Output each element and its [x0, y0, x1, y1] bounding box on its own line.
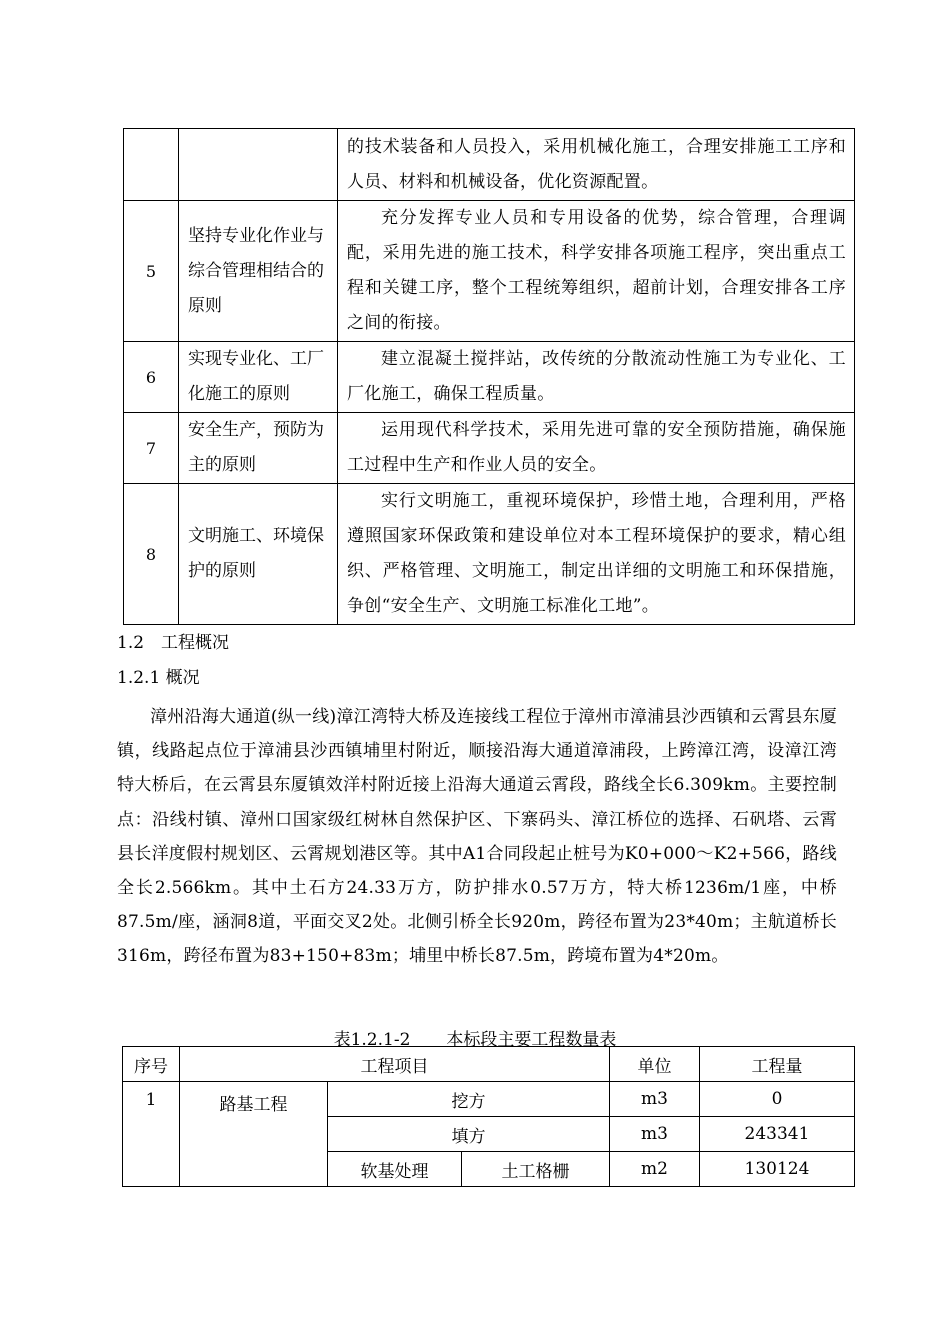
header-unit: 单位: [610, 1047, 700, 1082]
principles-table: [123, 128, 855, 625]
subsection-heading: 1.2.1 概况: [117, 668, 200, 688]
row-number: 6: [124, 342, 179, 413]
principle-name: [179, 129, 338, 201]
table-header-row: [123, 1047, 855, 1082]
principle-description: 的技术装备和人员投入，采用机械化施工，合理安排施工工序和人员、材料和机械设备，优化资源配置。: [338, 129, 855, 201]
row-number: 8: [124, 484, 179, 625]
item-unit: m3: [610, 1117, 700, 1152]
item-name: 软基处理: [328, 1152, 462, 1187]
principle-name: 文明施工、环境保护的原则: [179, 484, 338, 625]
item-qty: 243341: [700, 1117, 855, 1152]
table-caption-title: 本标段主要工程数量表: [446, 1030, 617, 1050]
principle-name: 安全生产，预防为主的原则: [179, 413, 338, 484]
principle-name: 实现专业化、工厂化施工的原则: [179, 342, 338, 413]
table-row: [124, 484, 855, 625]
item-qty: 130124: [700, 1152, 855, 1187]
table-row: [124, 201, 855, 342]
table-row: [124, 129, 855, 201]
table-caption-number: 表1.2.1-2: [333, 1030, 411, 1050]
section-heading: 1.2 工程概况: [117, 633, 230, 653]
table-row: [124, 413, 855, 484]
row-number: [124, 129, 179, 201]
table-row: [123, 1082, 855, 1117]
table-row: [124, 342, 855, 413]
item-qty: 0: [700, 1082, 855, 1117]
item-unit: m3: [610, 1082, 700, 1117]
principle-description: 实行文明施工，重视环境保护，珍惜土地，合理利用，严格遵照国家环保政策和建设单位对本工程环境保护的要求，精心组织、严格管理、文明施工，制定出详细的文明施工和环保措施，争创“安全生产、文明施工标准化工地”。: [338, 484, 855, 625]
group-name: 路基工程: [180, 1082, 328, 1187]
quantity-table: [122, 1046, 855, 1187]
item-unit: m2: [610, 1152, 700, 1187]
row-number: 5: [124, 201, 179, 342]
header-qty: 工程量: [700, 1047, 855, 1082]
principle-description: 建立混凝土搅拌站，改传统的分散流动性施工为专业化、工厂化施工，确保工程质量。: [338, 342, 855, 413]
item-name: 挖方: [328, 1082, 610, 1117]
header-item: 工程项目: [180, 1047, 610, 1082]
overview-paragraph: 漳州沿海大通道(纵一线)漳江湾特大桥及连接线工程位于漳州市漳浦县沙西镇和云霄县东厦镇，线路起点位于漳浦县沙西镇埔里村附近，顺接沿海大通道漳浦段，上跨漳江湾，设漳江湾特大桥后，在云霄县东厦镇效洋村附近接上沿海大通道云霄段，路线全长6.309km。主要控制点：沿线村镇、漳州口国家级红树林自然保护区、下寨码头、漳江桥位的选择、石矾塔、云霄县长洋度假村规划区、云霄规划港区等。其中A1合同段起止桩号为K0+000～K2+566，路线全长2.566km。其中土石方24.33万方，防护排水0.57万方，特大桥1236m/1座，中桥87.5m/座，涵洞8道，平面交叉2处。北侧引桥全长920m，跨径布置为23*40m；主航道桥长316m，跨径布置为83+150+83m；埔里中桥长87.5m，跨境布置为4*20m。: [117, 707, 837, 967]
group-seq: 1: [123, 1082, 180, 1187]
principle-name: 坚持专业化作业与综合管理相结合的原则: [179, 201, 338, 342]
item-name: 填方: [328, 1117, 610, 1152]
principle-description: 运用现代科学技术，采用先进可靠的安全预防措施，确保施工过程中生产和作业人员的安全。: [338, 413, 855, 484]
item-subname: 土工格栅: [462, 1152, 610, 1187]
principle-description: 充分发挥专业人员和专用设备的优势，综合管理，合理调配，采用先进的施工技术，科学安排各项施工程序，突出重点工程和关键工序，整个工程统筹组织，超前计划，合理安排各工序之间的衔接。: [338, 201, 855, 342]
row-number: 7: [124, 413, 179, 484]
header-seq: 序号: [123, 1047, 180, 1082]
